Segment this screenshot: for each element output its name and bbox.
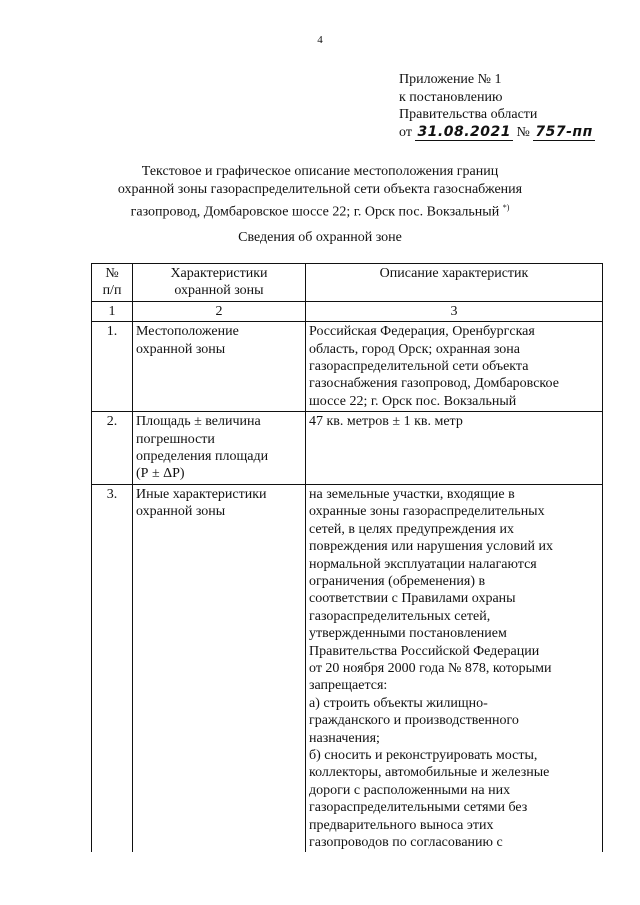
row-characteristic: Иные характеристики охранной зоны [133, 484, 306, 852]
appendix-number-label: № [516, 124, 530, 140]
title-line-2: охранной зоны газораспределительной сети объекта газоснабжения [117, 182, 523, 197]
row-number: 3. [92, 484, 133, 852]
section-subtitle: Сведения об охранной зоне [238, 230, 402, 245]
appendix-number: 757-пп [535, 123, 593, 140]
footnote-mark: *) [502, 203, 510, 212]
document-title [0, 163, 640, 222]
appendix-line-3: Правительства области [399, 107, 538, 122]
table-row [92, 484, 603, 852]
column-number-2: 2 [133, 301, 306, 321]
column-number-1: 1 [92, 301, 133, 321]
row-description: 47 кв. метров ± 1 кв. метр [306, 412, 603, 485]
title-line-3-text: газопровод, Домбаровское шоссе 22; г. Орск пос. Вокзальный [130, 204, 500, 220]
row-number: 1. [92, 322, 133, 412]
column-number-3: 3 [306, 301, 603, 321]
appendix-from-label: от [399, 124, 412, 140]
table-row [92, 322, 603, 412]
row-characteristic: Площадь ± величина погрешности определения площади (Р ± ΔР) [133, 412, 306, 485]
row-characteristic: Местоположение охранной зоны [133, 322, 306, 412]
appendix-line-2: к постановлению [399, 89, 503, 105]
appendix-block [399, 71, 595, 141]
header-cell-number: № п/п [92, 264, 133, 302]
title-line-3 [0, 199, 640, 222]
row-description: на земельные участки, входящие в охранные зоны газораспределительных сетей, в целях предупреждения их повреждения или нарушения условий их нормальной эксплуатации налагаются ограничения (обременения) в соответствии с Правилами охраны газораспределительных сетей, утвержденными постановлением Правительства Российской Федерации от 20 ноября 2000 года № 878, которыми запрещается: а) строить объекты жилищно- гражданского и производственного назначения; б) сносить и реконструировать мосты, коллекторы, автомобильные и железные дороги с расположенными на них газораспределительными сетями без предварительного выноса этих газопроводов по согласованию с [306, 484, 603, 852]
page-number: 4 [317, 34, 323, 46]
row-number: 2. [92, 412, 133, 485]
header-cell-description: Описание характеристик [306, 264, 603, 302]
header-cell-characteristic: Характеристики охранной зоны [133, 264, 306, 302]
title-line-1: Текстовое и графическое описание местоположения границ [141, 164, 499, 179]
appendix-date: 31.08.2021 [417, 123, 512, 140]
row-description: Российская Федерация, Оренбургская область, город Орск; охранная зона газораспределительной сети объекта газоснабжения газопровод, Домбаровское шоссе 22; г. Орск пос. Вокзальный [306, 322, 603, 412]
appendix-line-1: Приложение № 1 [399, 72, 502, 87]
table-row [92, 412, 603, 485]
table-column-numbers-row [92, 301, 603, 321]
zone-info-table [91, 263, 603, 852]
appendix-date-line [399, 124, 595, 142]
table-header-row [92, 264, 603, 302]
